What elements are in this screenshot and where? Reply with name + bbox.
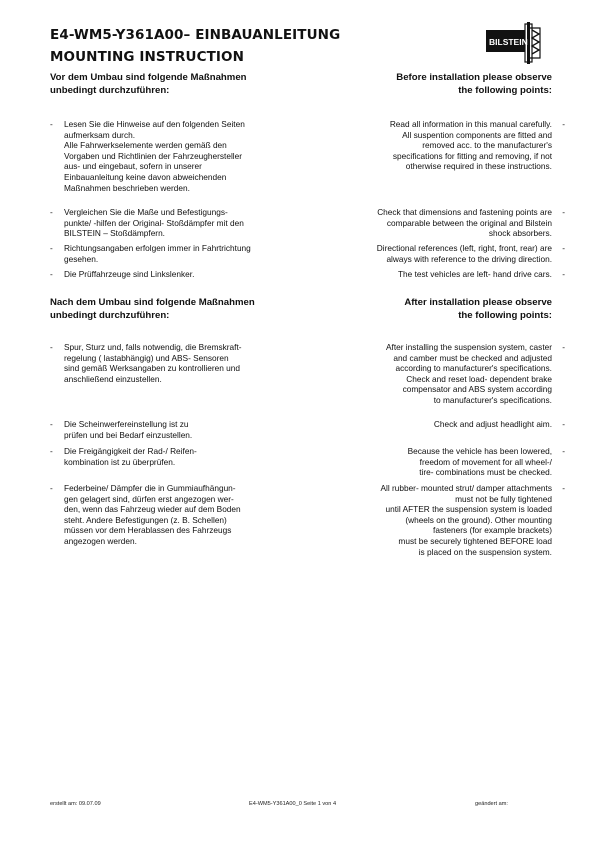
bullet-dash: - [562,119,565,129]
text-line: prüfen und bei Bedarf einzustellen. [64,429,193,440]
list-item-text [408,446,552,478]
text-line: After installing the suspension system, caster [385,342,552,352]
bullet-dash: - [50,483,53,493]
text-line: punkte/ -hilfen der Original- Stoßdämpfer mit den [64,217,244,228]
list-item [50,269,295,280]
list-item-text [64,419,192,440]
bullet-dash: - [50,342,53,352]
logo-text: BILSTEIN [489,37,528,47]
after-heading-de: Nach dem Umbau sind folgende Maßnahmen unbedingt durchzuführen: [50,297,255,321]
before-heading-en: Before installation please observe the following points: [396,72,552,96]
list-item [325,342,565,406]
list-item-text [380,483,552,557]
text-line: müssen vor dem Herablassen des Fahrzeugs [64,525,232,536]
text-line: Spur, Sturz und, falls notwendig, die Bremskraft- [64,342,242,352]
after-heading-en: After installation please observe the following points: [404,297,552,321]
text-line: until AFTER the suspension system is loaded [385,504,552,515]
text-line: Because the vehicle has been lowered, [407,446,552,456]
text-line: tire- combinations must be checked. [419,467,552,478]
list-item [50,342,295,384]
text-line: kombination ist zu überprüfen. [64,456,176,467]
list-item-text [64,243,251,264]
text-line: Lesen Sie die Hinweise auf den folgenden Seiten [64,119,245,129]
text-line: Directional references (left, right, front, rear) are [376,243,552,253]
text-line: Die Prüffahrzeuge sind Linkslenker. [64,269,195,279]
text-line: according to manufacturer's specifications. [395,363,552,374]
bullet-dash: - [562,269,565,279]
list-item [325,419,565,430]
footer-page-number: E4-WM5-Y361A00_0 Seite 1 von 4 [249,801,337,807]
footer-created: erstellt am: 09.07.09 [50,801,101,807]
bullet-dash: - [562,446,565,456]
list-item-text [64,269,194,280]
list-item-text [64,342,242,384]
bullet-dash: - [50,207,53,217]
list-item-text [398,269,552,280]
text-line: and camber must be checked and adjusted [393,352,552,363]
text-line: Check and reset load- dependent brake [406,373,552,384]
text-line: Check and adjust headlight aim. [433,419,552,429]
list-item [50,243,295,264]
bullet-dash: - [562,342,565,352]
text-line: gesehen. [64,253,99,264]
list-item-text [390,119,552,172]
text-line: Vorgaben und Richtlinien der Fahrzeughersteller [64,150,243,161]
text-line: gen gelagert sind, dürfen erst angezogen wer- [64,493,234,504]
list-item [325,243,565,264]
list-item-text [64,119,245,193]
text-line: must be securely tightened BEFORE load [398,535,552,546]
text-line: All suspention components are fitted and [402,129,552,140]
bullet-dash: - [50,269,53,279]
list-item-text [386,342,552,406]
text-line: steht. Andere Befestigungen (z. B. Schellen) [64,514,227,525]
bullet-dash: - [50,446,53,456]
text-line: shock absorbers. [488,228,552,239]
bullet-dash: - [562,419,565,429]
list-item [325,483,565,557]
document-subtitle: MOUNTING INSTRUCTION [50,49,245,65]
list-item-text [377,207,552,239]
list-item [325,119,565,172]
text-line: anschließend einzustellen. [64,373,162,384]
text-line: den, wenn das Fahrzeug wieder auf dem Boden [64,504,241,515]
text-line: Die Freigängigkeit der Rad-/ Reifen- [64,446,197,456]
text-line: comparable between the original and Bilstein [386,217,552,228]
bullet-dash: - [562,243,565,253]
text-line: Einbauanleitung keine davon abweichenden [64,171,227,182]
bullet-dash: - [50,419,53,429]
list-item [50,483,295,547]
text-line: Federbeine/ Dämpfer die in Gummiaufhängun- [64,483,236,493]
text-line: to manufacturer's specifications. [433,394,552,405]
text-line: specifications for fitting and removing, if not [392,150,552,161]
text-line: The test vehicles are left- hand drive cars. [397,269,552,279]
text-line: always with reference to the driving direction. [386,253,552,264]
text-line: All rubber- mounted strut/ damper attachments [380,483,552,493]
footer-changed: geändert am: [475,801,508,807]
text-line: Die Scheinwerfereinstellung ist zu [64,419,189,429]
text-line: must not be fully tightened [455,493,552,504]
text-line: Check that dimensions and fastening points are [377,207,552,217]
list-item [325,446,565,478]
bullet-dash: - [50,119,53,129]
bullet-dash: - [562,483,565,493]
before-heading-de: Vor dem Umbau sind folgende Maßnahmen unbedingt durchzuführen: [50,72,247,96]
document-title: E4-WM5-Y361A00– EINBAUANLEITUNG [50,27,341,43]
text-line: Vergleichen Sie die Maße und Befestigungs- [64,207,228,217]
bilstein-logo [486,22,544,64]
text-line: aufmerksam durch. [64,129,136,140]
text-line: Maßnahmen beschrieben werden. [64,182,190,193]
list-item [50,119,295,193]
list-item-text [64,446,197,467]
text-line: aus- und eingebaut, sofern in unserer [64,161,202,172]
list-item [325,269,565,280]
list-item-text [64,207,244,239]
text-line: Richtungsangaben erfolgen immer in Fahrtrichtung [64,243,251,253]
text-line: otherwise required in these instructions. [405,161,552,172]
text-line: is placed on the suspension system. [418,546,552,557]
text-line: freedom of movement for all wheel-/ [419,456,552,467]
list-item [50,419,295,440]
bullet-dash: - [562,207,565,217]
bullet-dash: - [50,243,53,253]
text-line: sind gemäß Werksangaben zu kontrollieren und [64,363,241,374]
list-item [50,207,295,239]
list-item-text [377,243,552,264]
list-item [50,446,295,467]
text-line: compensator and ABS system according [402,384,552,395]
list-item-text [434,419,552,430]
text-line: regelung ( lastabhängig) und ABS- Sensoren [64,352,229,363]
text-line: (wheels on the ground). Other mounting [405,514,552,525]
list-item [325,207,565,239]
text-line: Read all information in this manual carefully. [389,119,552,129]
text-line: BILSTEIN – Stoßdämpfern. [64,228,165,239]
text-line: fasteners (for example brackets) [433,525,552,536]
text-line: Alle Fahrwerkselemente werden gemäß den [64,140,227,151]
list-item-text [64,483,241,547]
text-line: removed acc. to the manufacturer's [422,140,552,151]
text-line: angezogen werden. [64,535,137,546]
